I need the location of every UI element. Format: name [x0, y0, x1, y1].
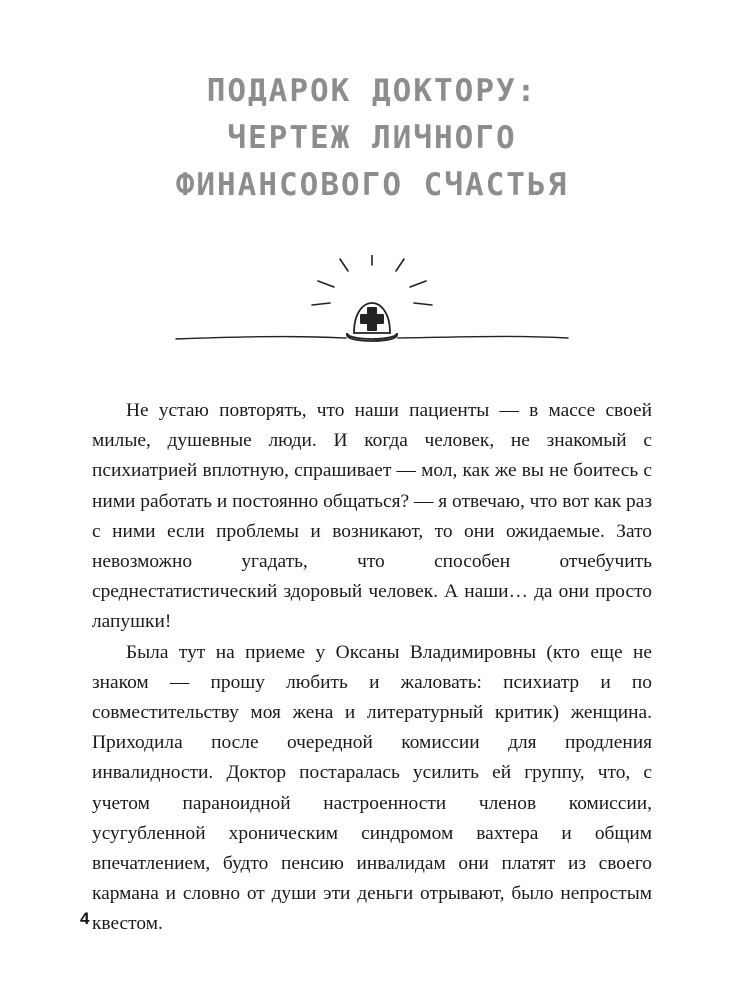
- page-title: [0, 0, 744, 209]
- paragraph-2: Была тут на приеме у Оксаны Владимировны (кто еще не знаком — прошу любить и жаловать: психиатр и по совместительству моя жена и литературный критик) женщина. Приходила после очередной комиссии для продления инвалидности. Доктор постаралась усилить ей группу, что, с учетом параноидной настроенности членов комиссии, усугубленной хроническим синдромом вахтера и общим впечатлением, будто пенсию инвалидам они платят из своего кармана и словно от души эти деньги отрывают, было непростым квестом.: [92, 641, 652, 935]
- chapter-ornament: [0, 255, 744, 360]
- title-line-1: ПОДАРОК ДОКТОРУ:: [206, 73, 538, 109]
- body-text: [92, 396, 652, 940]
- paragraph-1: Не устаю повторять, что наши пациенты — в массе своей милые, душевные люди. И когда человек, не знакомый с психиатрией вплотную, спрашивает — мол, как же вы не боитесь с ними работать и постоянно общаться? — я отвечаю, что вот как раз с ними если проблемы и возникают, то они ожидаемые. Зато невозможно угадать, что способен отчебучить среднестатистический здоровый человек. А наши… да они просто лапушки!: [92, 400, 652, 633]
- title-line-3: ФИНАНСОВОГО СЧАСТЬЯ: [175, 167, 569, 203]
- medical-cross-icon: [360, 307, 384, 331]
- page-number: 4: [80, 909, 90, 928]
- emergency-beacon-light-icon: [162, 255, 582, 360]
- title-line-2: ЧЕРТЕЖ ЛИЧНОГО: [227, 120, 517, 156]
